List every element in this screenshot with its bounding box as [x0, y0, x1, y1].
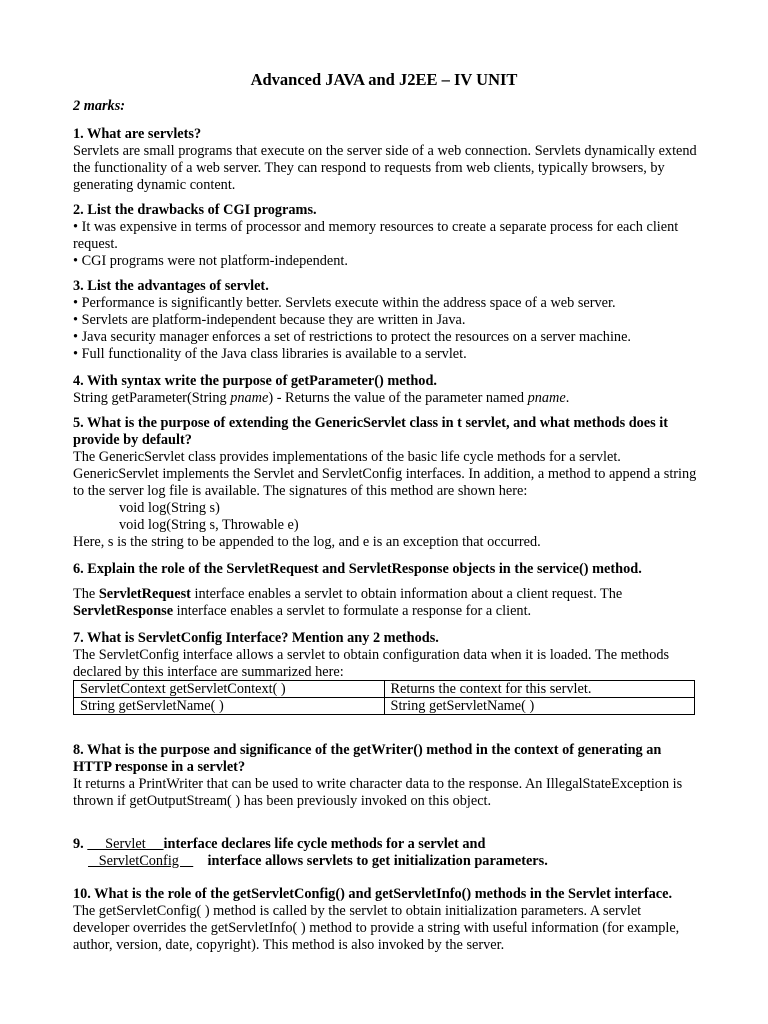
question-5 — [73, 415, 698, 551]
question-2 — [73, 202, 698, 270]
question-4 — [73, 373, 698, 407]
list-item: • CGI programs were not platform-independent. — [73, 253, 348, 269]
table-cell: ServletContext getServletContext( ) — [74, 681, 385, 698]
question-8 — [73, 742, 698, 810]
question-6 — [73, 561, 698, 620]
list-item: • Servlets are platform-independent because they are written in Java. — [73, 312, 466, 328]
answer-text: The ServletRequest interface enables a servlet to obtain information about a client request. The ServletResponse interface enables a servlet to formulate a response for a client. — [73, 586, 623, 619]
page-title: Advanced JAVA and J2EE – IV UNIT — [250, 70, 518, 89]
code-line: void log(String s) — [119, 500, 220, 516]
answer-text: It returns a PrintWriter that can be used to write character data to the response. An IllegalStateException is thrown if getOutputStream( ) has been previously invoked on this object. — [73, 776, 683, 809]
question-heading: 4. With syntax write the purpose of getParameter() method. — [73, 373, 437, 389]
question-7 — [73, 630, 698, 681]
answer-text: Servlets are small programs that execute on the server side of a web connection. Servlets dynamically extend the functionality of a web server. They can respond to requests from web clients, typically browsers, by generating dynamic content. — [73, 143, 697, 193]
question-heading: 6. Explain the role of the ServletRequest and ServletResponse objects in the service() method. — [73, 561, 642, 577]
question-9 — [73, 836, 698, 870]
question-3 — [73, 278, 698, 363]
table-row — [74, 698, 695, 715]
answer-text: Here, s is the string to be appended to the log, and e is an exception that occurred. — [73, 534, 541, 550]
list-item: • Java security manager enforces a set of restrictions to protect the resources on a server machine. — [73, 329, 631, 345]
table-cell: Returns the context for this servlet. — [384, 681, 695, 698]
question-heading: 10. What is the role of the getServletConfig() and getServletInfo() methods in the Servlet interface. — [73, 886, 673, 902]
table-row — [74, 681, 695, 698]
methods-table — [73, 680, 695, 715]
list-item: • It was expensive in terms of processor and memory resources to create a separate process for each client request. — [73, 219, 679, 252]
table-cell: String getServletName( ) — [384, 698, 695, 715]
code-line: void log(String s, Throwable e) — [119, 517, 299, 533]
blank-answer: Servlet — [87, 836, 164, 852]
blank-answer: ServletConfig — [88, 853, 194, 869]
answer-text: The ServletConfig interface allows a servlet to obtain configuration data when it is loaded. The methods declared by this interface are summarized here: — [73, 647, 670, 680]
question-heading: 2. List the drawbacks of CGI programs. — [73, 202, 317, 218]
question-10 — [73, 886, 698, 954]
fill-blank-line: ServletConfig interface allows servlets to get initialization parameters. — [88, 853, 548, 869]
question-heading: 1. What are servlets? — [73, 126, 202, 142]
answer-text: The getServletConfig( ) method is called by the servlet to obtain initialization parameters. A servlet developer overrides the getServletInfo( ) method to provide a string with useful information (for example, author, version, date, copyright). This method is also invoked by the server. — [73, 903, 680, 953]
question-heading: 5. What is the purpose of extending the GenericServlet class in t servlet, and what methods does it provide by default? — [73, 415, 669, 448]
table-cell: String getServletName( ) — [74, 698, 385, 715]
answer-text: The GenericServlet class provides implementations of the basic life cycle methods for a servlet. GenericServlet implements the Servlet and ServletConfig interfaces. In addition, a method to append a string to the server log file is available. The signatures of this method are shown here: — [73, 449, 697, 499]
question-heading: 7. What is ServletConfig Interface? Mention any 2 methods. — [73, 630, 439, 646]
question-heading: 8. What is the purpose and significance of the getWriter() method in the context of generating an HTTP response in a servlet? — [73, 742, 662, 775]
fill-blank-line: 9. Servlet interface declares life cycle methods for a servlet and — [73, 836, 486, 852]
list-item: • Full functionality of the Java class libraries is available to a servlet. — [73, 346, 467, 362]
marks-label: 2 marks: — [73, 98, 126, 114]
question-heading: 3. List the advantages of servlet. — [73, 278, 269, 294]
answer-text: String getParameter(String pname) - Returns the value of the parameter named pname. — [73, 390, 570, 406]
list-item: • Performance is significantly better. Servlets execute within the address space of a web server. — [73, 295, 616, 311]
question-1 — [73, 126, 698, 194]
